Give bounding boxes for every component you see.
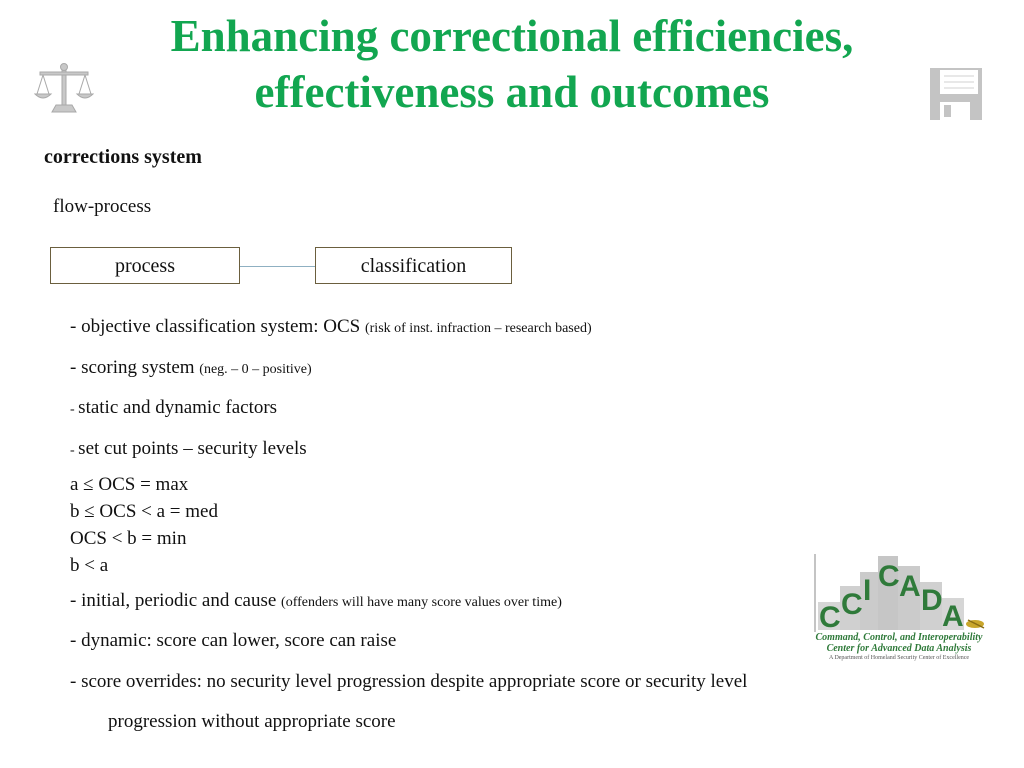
subheading: corrections system	[44, 146, 202, 168]
bullet-cut-points-dash: -	[70, 443, 79, 458]
floppy-disk-icon	[928, 66, 984, 122]
bullet-overrides-main: - score overrides: no security level progression despite appropriate score or security level	[70, 671, 748, 692]
bullet-scoring-main: - scoring system	[70, 357, 200, 378]
bullet-dynamic	[70, 630, 396, 652]
bullet-ocs-main: - objective classification system: OCS	[70, 316, 365, 337]
flow-box-process: process	[50, 247, 240, 284]
bullet-factors-main: static and dynamic factors	[78, 397, 278, 418]
logo-letter: I	[863, 574, 872, 607]
scales-of-justice-icon	[34, 62, 94, 116]
bullet-ocs-note: (risk of inst. infraction – research based)	[364, 321, 592, 336]
logo-letter: C	[878, 560, 900, 593]
slide-title-line-2: effectiveness and outcomes	[254, 67, 770, 117]
bullet-cut-points-main: set cut points – security levels	[78, 438, 307, 459]
flow-connector	[240, 266, 315, 267]
bullet-dynamic-main: - dynamic: score can lower, score can raise	[70, 630, 397, 651]
bullet-scoring-note: (neg. – 0 – positive)	[199, 362, 312, 377]
bullet-initial-main: - initial, periodic and cause	[70, 590, 282, 611]
section-label: flow-process	[53, 196, 152, 217]
bullet-initial-note: (offenders will have many score values over time)	[281, 595, 562, 610]
ccicada-logo	[808, 552, 990, 662]
logo-letter: A	[899, 570, 921, 603]
formula-item: b ≤ OCS < a = med	[70, 501, 218, 522]
bullet-overrides-continued: progression without appropriate score	[108, 711, 396, 732]
bullet-overrides	[70, 671, 747, 693]
logo-caption-line-1: Command, Control, and Interoperability	[815, 632, 983, 643]
bullet-ocs	[70, 316, 592, 338]
slide-title-line-1: Enhancing correctional efficiencies,	[170, 11, 854, 61]
formula-item: a ≤ OCS = max	[70, 474, 189, 495]
slide-title	[0, 8, 1024, 120]
bullet-scoring	[70, 357, 312, 379]
bullet-factors-dash: -	[70, 402, 79, 417]
bullet-cut-points	[70, 438, 307, 460]
logo-letter: C	[819, 601, 841, 634]
formula-item: b < a	[70, 555, 109, 576]
logo-caption-line-3: A Department of Homeland Security Center of Excellence	[828, 655, 970, 661]
logo-caption-line-2: Center for Advanced Data Analysis	[826, 643, 972, 654]
logo-letter: C	[841, 588, 863, 621]
bullet-factors	[70, 397, 277, 419]
flow-box-classification: classification	[315, 247, 512, 284]
logo-letter: D	[921, 584, 943, 617]
bullet-initial	[70, 590, 562, 612]
logo-letter: A	[942, 600, 964, 633]
formula-list	[70, 471, 218, 579]
formula-item: OCS < b = min	[70, 528, 187, 549]
